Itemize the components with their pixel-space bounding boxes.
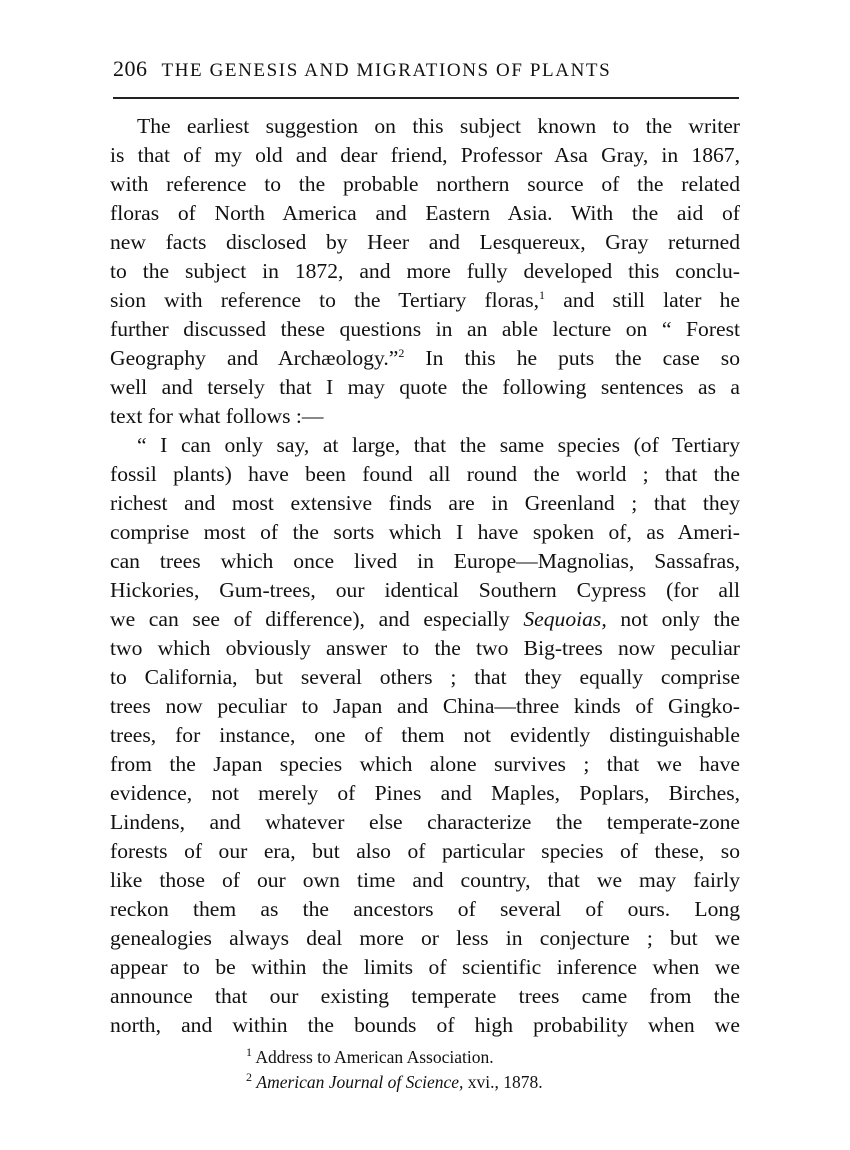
text-line: evidence, not merely of Pines and Maples, Poplars, Birches, — [110, 781, 740, 805]
footnote-marker: 2 — [246, 1070, 252, 1085]
text-line: trees, for instance, one of them not evidently distinguishable — [110, 723, 740, 747]
text-line: reckon them as the ancestors of several of ours. Long — [110, 897, 740, 921]
text-line: to the subject in 1872, and more fully developed this conclu- — [110, 259, 740, 283]
text-line: genealogies always deal more or less in conjecture ; but we — [110, 926, 740, 950]
text-fragment: In this he puts the case so — [404, 346, 740, 370]
footnote-reference: 2 — [398, 345, 405, 360]
footnote-reference: 1 — [539, 287, 546, 302]
page-number: 206 — [113, 56, 148, 81]
text-line: from the Japan species which alone survives ; that we have — [110, 752, 740, 776]
text-line: further discussed these questions in an able lecture on “ Forest — [110, 317, 740, 341]
text-line: trees now peculiar to Japan and China—three kinds of Gingko- — [110, 694, 740, 718]
text-line — [110, 286, 740, 315]
text-line: north, and within the bounds of high probability when we — [110, 1013, 740, 1037]
text-line: “ I can only say, at large, that the same species (of Tertiary — [137, 433, 740, 457]
text-line: Lindens, and whatever else characterize the temperate-zone — [110, 810, 740, 834]
text-line: can trees which once lived in Europe—Magnolias, Sassafras, — [110, 549, 740, 573]
text-line: well and tersely that I may quote the following sentences as a — [110, 375, 740, 399]
text-line: comprise most of the sorts which I have spoken of, as Ameri- — [110, 520, 740, 544]
text-line: fossil plants) have been found all round the world ; that the — [110, 462, 740, 486]
footnotes — [246, 1045, 666, 1095]
footnote-text: xvi., 1878. — [463, 1072, 543, 1092]
footnote-journal-title: American Journal of Science, — [256, 1072, 464, 1092]
text-line: The earliest suggestion on this subject known to the writer — [137, 114, 740, 138]
text-line: floras of North America and Eastern Asia. With the aid of — [110, 201, 740, 225]
text-line — [110, 605, 740, 634]
footnote-1 — [246, 1045, 666, 1070]
text-line — [110, 344, 740, 373]
text-line: two which obviously answer to the two Big-trees now peculiar — [110, 636, 740, 660]
text-line: Hickories, Gum-trees, our identical Southern Cypress (for all — [110, 578, 740, 602]
text-fragment: we can see of difference), and especially — [110, 607, 510, 631]
text-line: like those of our own time and country, that we may fairly — [110, 868, 740, 892]
text-line: is that of my old and dear friend, Professor Asa Gray, in 1867, — [110, 143, 740, 167]
running-title: THE GENESIS AND MIGRATIONS OF PLANTS — [161, 60, 612, 81]
body-text — [110, 112, 740, 1040]
text-line: new facts disclosed by Heer and Lesquereux, Gray returned — [110, 230, 740, 254]
text-fragment: and still later he — [545, 288, 740, 312]
footnote-marker: 1 — [246, 1045, 252, 1060]
text-line: richest and most extensive finds are in Greenland ; that they — [110, 491, 740, 515]
text-line: announce that our existing temperate trees came from the — [110, 984, 740, 1008]
text-fragment: sion with reference to the Tertiary floras, — [110, 288, 540, 312]
text-line: appear to be within the limits of scientific inference when we — [110, 955, 740, 979]
text-line: to California, but several others ; that they equally comprise — [110, 665, 740, 689]
text-fragment: not only the — [606, 607, 740, 631]
running-head — [113, 56, 743, 86]
footnote-text: Address to American Association. — [255, 1047, 494, 1067]
text-line: with reference to the probable northern source of the related — [110, 172, 740, 196]
footnote-2 — [246, 1070, 666, 1095]
header-rule — [113, 97, 739, 99]
text-line: text for what follows :— — [110, 404, 324, 428]
text-line: forests of our era, but also of particular species of these, so — [110, 839, 740, 863]
text-fragment: Geography and Archæology.” — [110, 346, 399, 370]
italic-term: Sequoias, — [523, 607, 607, 631]
